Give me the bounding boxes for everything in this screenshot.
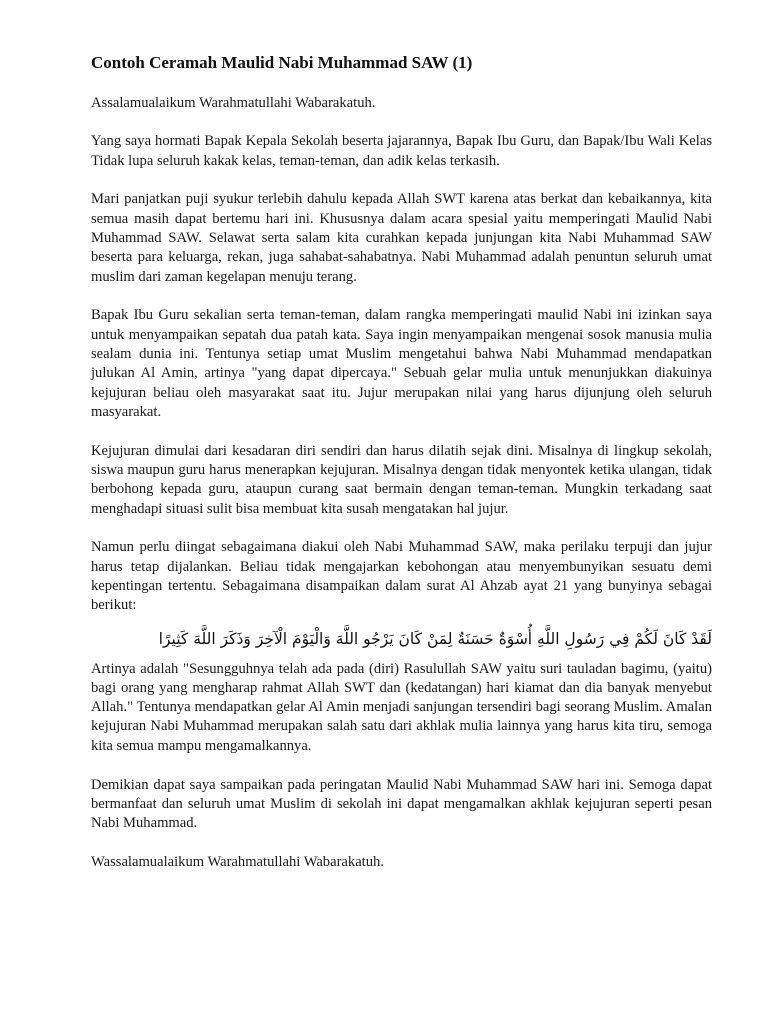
paragraph-verse-meaning: Artinya adalah "Sesungguhnya telah ada pada (diri) Rasulullah SAW yaitu suri tauladan bagimu, (yaitu) bagi orang yang mengharap rahmat Allah SWT dan (kedatangan) hari kiamat dan dia banyak menyebut Allah." Tentunya mendapatkan gelar Al Amin menjadi sanjungan tersendiri bagi seorang Muslim. Amalan kejujuran Nabi Muhammad merupakan salah satu dari akhlak mulia lainnya yang harus kita tiru, semoga kita semua mampu mengamalkannya. (91, 660, 712, 754)
closing-greeting: Wassalamualaikum Warahmatullahi Wabarakatuh. (91, 853, 384, 870)
opening-greeting: Assalamualaikum Warahmatullahi Wabarakatuh. (91, 95, 376, 111)
paragraph-honesty: Kejujuran dimulai dari kesadaran diri sendiri dan harus dilatih sejak dini. Misalnya di lingkup sekolah, siswa maupun guru harus menerapkan kejujuran. Misalnya dengan tidak menyontek ketika ulangan, tidak berbohong kepada guru, ataupun curang saat bermain dengan teman-teman. Mungkin terkadang saat menghadapi situasi sulit bisa membuat kita susah mengatakan hal jujur. (91, 442, 712, 517)
paragraph-salutation: Yang saya hormati Bapak Kepala Sekolah beserta jajarannya, Bapak Ibu Guru, dan Bapak/Ibu Wali Kelas Tidak lupa seluruh kakak kelas, teman-teman, dan adik kelas terkasih. (91, 133, 712, 169)
paragraph-conclusion: Demikian dapat saya sampaikan pada peringatan Maulid Nabi Muhammad SAW hari ini. Semoga dapat bermanfaat dan seluruh umat Muslim di sekolah ini dapat mengamalkan akhlak kejujuran seperti pesan Nabi Muhammad. (91, 776, 712, 832)
document-page (91, 52, 712, 892)
document-title: Contoh Ceramah Maulid Nabi Muhammad SAW (1) (91, 53, 473, 72)
paragraph-al-ahzab-intro: Namun perlu diingat sebagaimana diakui oleh Nabi Muhammad SAW, maka perilaku terpuji dan jujur harus tetap dijalankan. Beliau tidak mengajarkan kebohongan atau menyembunyikan sesuatu demi kepentingan tertentu. Sebagaimana disampaikan dalam surat Al Ahzab ayat 21 yang bunyinya sebagai berikut: (91, 539, 712, 614)
paragraph-gratitude: Mari panjatkan puji syukur terlebih dahulu kepada Allah SWT karena atas berkat dan kebaikannya, kita semua masih dapat bertemu hari ini. Khususnya dalam acara spesial yaitu memperingati Maulid Nabi Muhammad SAW. Selawat serta salam kita curahkan kepada junjungan kita Nabi Muhammad SAW beserta para keluarga, rekan, juga sahabat-sahabatnya. Nabi Muhammad adalah penuntun seluruh umat muslim dari zaman kegelapan menuju terang. (91, 191, 712, 285)
arabic-verse: لَقَدْ كَانَ لَكُمْ فِي رَسُولِ اللَّهِ أُسْوَةٌ حَسَنَةٌ لِمَنْ كَانَ يَرْجُو اللَّهَ وَالْيَوْمَ الْآخِرَ وَذَكَرَ اللَّهَ كَثِيرًا (158, 629, 712, 648)
paragraph-al-amin: Bapak Ibu Guru sekalian serta teman-teman, dalam rangka memperingati maulid Nabi ini izinkan saya untuk menyampaikan sepatah dua patah kata. Saya ingin menyampaikan mengenai sosok manusia mulia sealam dunia ini. Tentunya setiap umat Muslim mengetahui bahwa Nabi Muhammad mendapatkan julukan Al Amin, artinya "yang dapat dipercaya." Sebuah gelar mulia untuk menunjukkan diakuinya kejujuran beliau oleh masyarakat saat itu. Jujur merupakan nilai yang harus dijunjung oleh seluruh masyarakat. (91, 307, 712, 420)
